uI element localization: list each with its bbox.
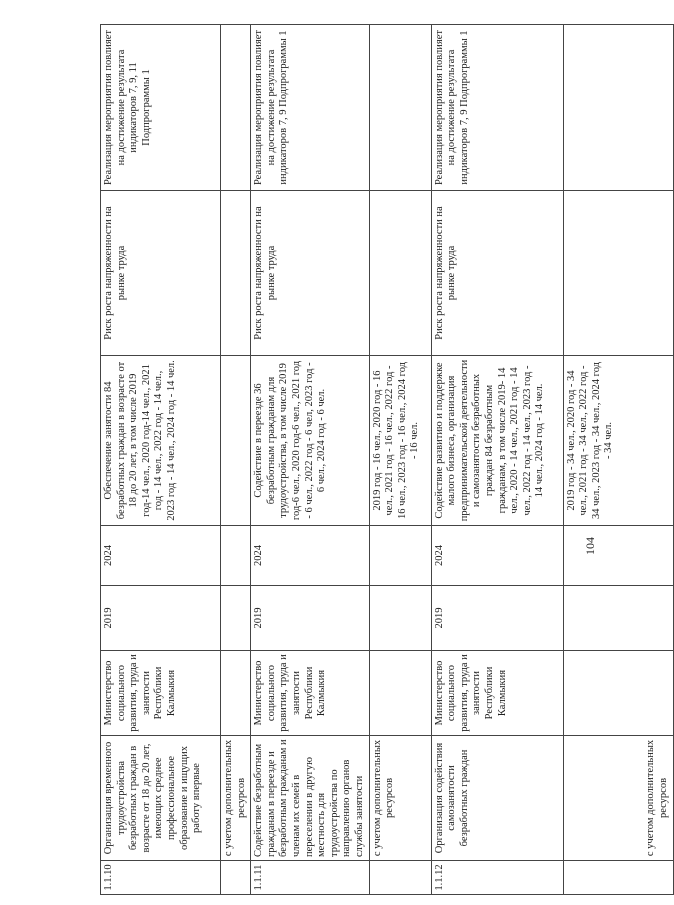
end-year: 2024 <box>251 526 369 586</box>
risk: Риск роста напряженности на рынке труда <box>431 191 563 356</box>
row-number <box>369 861 431 895</box>
expected-result: Содействие развитию и поддержке малого бизнеса, организация предпринимательской деятельности и самозанятости безработных граждан 84 безработным гражданам, в том числе 2019- 14 чел., 2020 - 14 чел., 2021 год - 14 чел., 2022 год - 14 чел., 2023 год - 14 чел., 2024 год - 14 чел. <box>431 356 563 526</box>
risk: Риск роста напряженности на рынке труда <box>251 191 369 356</box>
table-row <box>221 25 251 895</box>
expected-result: 2019 год - 34 чел., 2020 год - 34 чел., 2021 год - 34 чел., 2022 год - 34 чел., 2023 год - 34 чел., 2024 год - 34 чел. <box>563 356 673 526</box>
measure-name: с учетом дополнительных ресурсов <box>563 736 673 861</box>
indicator-link: Реализация мероприятия повлияет на достижение результата индикаторов 7, 9 Подпрограммы 1 <box>431 25 563 191</box>
rotated-table-page <box>100 25 669 895</box>
executor <box>221 651 251 736</box>
risk: Риск роста напряженности на рынке труда <box>101 191 221 356</box>
start-year: 2019 <box>101 586 221 651</box>
measure-name: Организация временного трудоустройства безработных граждан в возрасте от 18 до 20 лет, имеющих среднее профессиональное образование и ищущих работу впервые <box>101 736 221 861</box>
end-year: 2024 <box>101 526 221 586</box>
row-number <box>563 861 673 895</box>
executor <box>369 651 431 736</box>
row-number <box>221 861 251 895</box>
executor <box>563 651 673 736</box>
indicator-link <box>369 25 431 191</box>
end-year <box>369 526 431 586</box>
measure-name: с учетом дополнительных ресурсов <box>221 736 251 861</box>
risk <box>369 191 431 356</box>
row-number: 1.1.11 <box>251 861 369 895</box>
table-row <box>369 25 431 895</box>
start-year <box>563 586 673 651</box>
start-year: 2019 <box>251 586 369 651</box>
row-number: 1.1.10 <box>101 861 221 895</box>
end-year <box>221 526 251 586</box>
start-year <box>221 586 251 651</box>
expected-result <box>221 356 251 526</box>
end-year: 2024 <box>431 526 563 586</box>
end-year <box>563 526 673 586</box>
page-number <box>583 525 598 555</box>
row-number: 1.1.12 <box>431 861 563 895</box>
page-number-text: 104 <box>583 537 597 555</box>
expected-result: Обеспечение занятости 84 безработных граждан в возрасте от 18 до 20 лет, в том числе 2019 год-14 чел., 2020 год-14 чел., 2021 год - 14 чел., 2022 год - 14 чел., 2023 год - 14 чел., 2024 год - 14 чел. <box>101 356 221 526</box>
measure-name: Организация содействия самозанятости безработных граждан <box>431 736 563 861</box>
measure-name: с учетом дополнительных ресурсов <box>369 736 431 861</box>
risk <box>221 191 251 356</box>
measure-name: Содействие безработным гражданам в переезде и безработным гражданам и членам их семей в переселении в другую местность для трудоустройства по направлению органов службы занятости <box>251 736 369 861</box>
executor: Министерство социального развития, труда и занятости Республики Калмыкия <box>251 651 369 736</box>
expected-result: Содействие в переезде 36 безработным гражданам для трудоустройства, в том числе 2019 год-6 чел., 2020 год-6 чел., 2021 год - 6 чел., 2022 год - 6 чел, 2023 год - 6 чел., 2024 год - 6 чел. <box>251 356 369 526</box>
risk <box>563 191 673 356</box>
executor: Министерство социального развития, труда и занятости Республики Калмыкия <box>431 651 563 736</box>
executor: Министерство социального развития, труда и занятости Республики Калмыкия <box>101 651 221 736</box>
indicator-link <box>563 25 673 191</box>
table-row <box>101 25 221 895</box>
indicator-link: Реализация мероприятия повлияет на достижение результата индикаторов 7, 9 Подпрограммы 1 <box>251 25 369 191</box>
start-year <box>369 586 431 651</box>
indicator-link: Реализация мероприятия повлияет на достижение результата индикаторов 7, 9, 11 Подпрограммы 1 <box>101 25 221 191</box>
start-year: 2019 <box>431 586 563 651</box>
indicator-link <box>221 25 251 191</box>
table-row <box>431 25 563 895</box>
measures-table <box>100 24 674 895</box>
table-row <box>563 25 673 895</box>
expected-result: 2019 год - 16 чел., 2020 год - 16 чел., 2021 год - 16 чел., 2022 год - 16 чел., 2023 год - 16 чел., 2024 год - 16 чел. <box>369 356 431 526</box>
table-row <box>251 25 369 895</box>
